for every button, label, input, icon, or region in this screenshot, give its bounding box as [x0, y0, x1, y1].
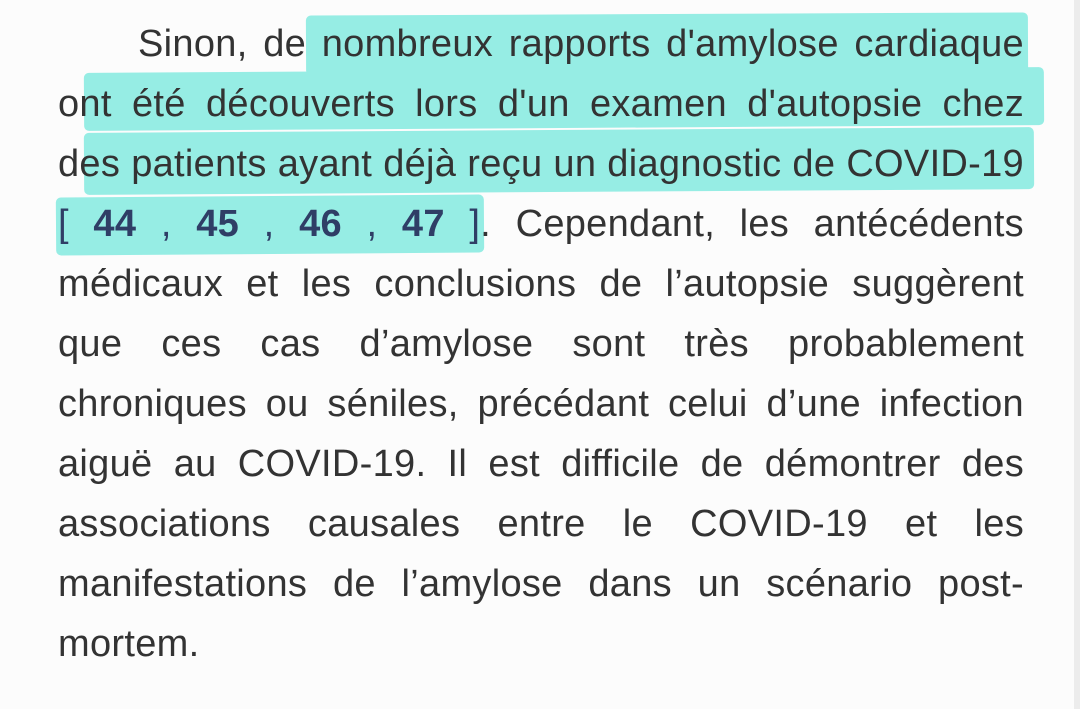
scrollbar[interactable] — [1074, 0, 1080, 709]
citation-link-45[interactable]: 45 — [196, 203, 240, 245]
paragraph-text-part2: . Cependant, les antécédents médicaux et les conclusions de l’autopsie suggèrent que ces cas d’amylose sont très probablement chroniques ou séniles, précédant celui d’une infection aiguë au COVID-19. Il est difficile de démontrer des associations causales entre le COVID-19 et les manifestations de l’amylose dans un scénario post-mortem. — [58, 203, 1024, 665]
citation-link-47[interactable]: 47 — [401, 203, 445, 245]
citation-bracket-open: [ — [58, 203, 69, 245]
citation-separator: , — [263, 203, 275, 245]
article-paragraph[interactable] — [58, 14, 1024, 674]
paragraph-text-part1: Sinon, de nombreux rapports d'amylose cardiaque ont été découverts lors d'un examen d'autopsie chez des patients ayant déjà reçu un diagnostic de COVID-19 — [58, 23, 1024, 185]
citation-link-46[interactable]: 46 — [299, 203, 342, 245]
citation-link-44[interactable]: 44 — [93, 203, 137, 245]
citation-separator: , — [366, 203, 378, 245]
citation-separator: , — [160, 203, 172, 245]
citation-bracket-close: ] — [469, 203, 481, 245]
